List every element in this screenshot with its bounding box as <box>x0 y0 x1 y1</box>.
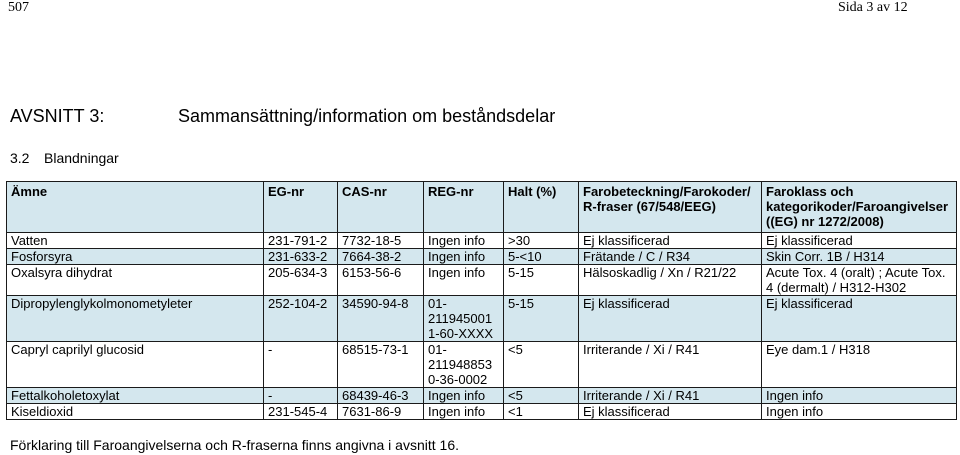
table-header-row <box>7 182 957 233</box>
cell-cas-nr: 6153-56-6 <box>338 265 424 296</box>
cell-concentration: <5 <box>504 388 579 404</box>
page-number: 507 <box>8 0 29 15</box>
ingredients-table <box>6 181 957 420</box>
page-of-total: Sida 3 av 12 <box>838 0 908 15</box>
cell-reg-nr: Ingen info <box>424 388 504 404</box>
cell-hazard-symbol: Irriterande / Xi / R41 <box>579 388 762 404</box>
cell-hazard-class: Ej klassificerad <box>762 233 957 249</box>
cell-eg-nr: 231-545-4 <box>264 404 338 420</box>
cell-reg-nr: Ingen info <box>424 265 504 296</box>
header-reg-nr: REG-nr <box>424 182 504 233</box>
cell-cas-nr: 68515-73-1 <box>338 342 424 388</box>
cell-hazard-class: Ingen info <box>762 388 957 404</box>
cell-substance: Oxalsyra dihydrat <box>7 265 264 296</box>
cell-cas-nr: 34590-94-8 <box>338 296 424 342</box>
cell-hazard-class: Eye dam.1 / H318 <box>762 342 957 388</box>
cell-reg-nr: 01-211948853 0-36-0002 <box>424 342 504 388</box>
cell-reg-nr: Ingen info <box>424 404 504 420</box>
cell-eg-nr: - <box>264 342 338 388</box>
header-cas-nr: CAS-nr <box>338 182 424 233</box>
header-hazard-symbol: Farobeteckning/Farokoder/ R-fraser (67/548/EEG) <box>579 182 762 233</box>
cell-substance: Kiseldioxid <box>7 404 264 420</box>
table-row <box>7 388 957 404</box>
cell-eg-nr: 252-104-2 <box>264 296 338 342</box>
cell-concentration: <1 <box>504 404 579 420</box>
cell-hazard-class: Skin Corr. 1B / H314 <box>762 249 957 265</box>
cell-cas-nr: 7631-86-9 <box>338 404 424 420</box>
header-eg-nr: EG-nr <box>264 182 338 233</box>
cell-substance: Dipropylenglykolmonometyleter <box>7 296 264 342</box>
section-title: Sammansättning/information om beståndsdelar <box>178 106 556 126</box>
cell-hazard-class: Acute Tox. 4 (oralt) ; Acute Tox. 4 (dermalt) / H312-H302 <box>762 265 957 296</box>
header-hazard-class: Faroklass och kategorikoder/Faroangivelser ((EG) nr 1272/2008) <box>762 182 957 233</box>
table-row <box>7 265 957 296</box>
table-row <box>7 249 957 265</box>
cell-hazard-symbol: Hälsoskadlig / Xn / R21/22 <box>579 265 762 296</box>
cell-cas-nr: 7732-18-5 <box>338 233 424 249</box>
table-row <box>7 404 957 420</box>
table-row <box>7 342 957 388</box>
cell-substance: Capryl caprilyl glucosid <box>7 342 264 388</box>
section-number: AVSNITT 3: <box>10 106 105 126</box>
cell-cas-nr: 7664-38-2 <box>338 249 424 265</box>
table-row <box>7 233 957 249</box>
cell-hazard-class: Ej klassificerad <box>762 296 957 342</box>
subsection-number: 3.2 <box>10 150 30 166</box>
cell-reg-nr: 01-211945001 1-60-XXXX <box>424 296 504 342</box>
header-substance: Ämne <box>7 182 264 233</box>
header-concentration: Halt (%) <box>504 182 579 233</box>
cell-concentration: 5-15 <box>504 296 579 342</box>
cell-substance: Fettalkoholetoxylat <box>7 388 264 404</box>
table-row <box>7 296 957 342</box>
cell-eg-nr: 231-791-2 <box>264 233 338 249</box>
cell-hazard-symbol: Ej klassificerad <box>579 233 762 249</box>
cell-eg-nr: 231-633-2 <box>264 249 338 265</box>
cell-hazard-symbol: Frätande / C / R34 <box>579 249 762 265</box>
cell-reg-nr: Ingen info <box>424 249 504 265</box>
cell-cas-nr: 68439-46-3 <box>338 388 424 404</box>
footnote: Förklaring till Faroangivelserna och R-fraserna finns angivna i avsnitt 16. <box>10 437 459 453</box>
cell-hazard-symbol: Ej klassificerad <box>579 296 762 342</box>
cell-eg-nr: 205-634-3 <box>264 265 338 296</box>
cell-concentration: <5 <box>504 342 579 388</box>
cell-reg-nr: Ingen info <box>424 233 504 249</box>
cell-concentration: 5-<10 <box>504 249 579 265</box>
cell-substance: Fosforsyra <box>7 249 264 265</box>
cell-concentration: >30 <box>504 233 579 249</box>
cell-concentration: 5-15 <box>504 265 579 296</box>
cell-hazard-symbol: Ej klassificerad <box>579 404 762 420</box>
subsection-title: Blandningar <box>44 150 119 166</box>
cell-hazard-symbol: Irriterande / Xi / R41 <box>579 342 762 388</box>
cell-substance: Vatten <box>7 233 264 249</box>
cell-hazard-class: Ingen info <box>762 404 957 420</box>
cell-eg-nr: - <box>264 388 338 404</box>
